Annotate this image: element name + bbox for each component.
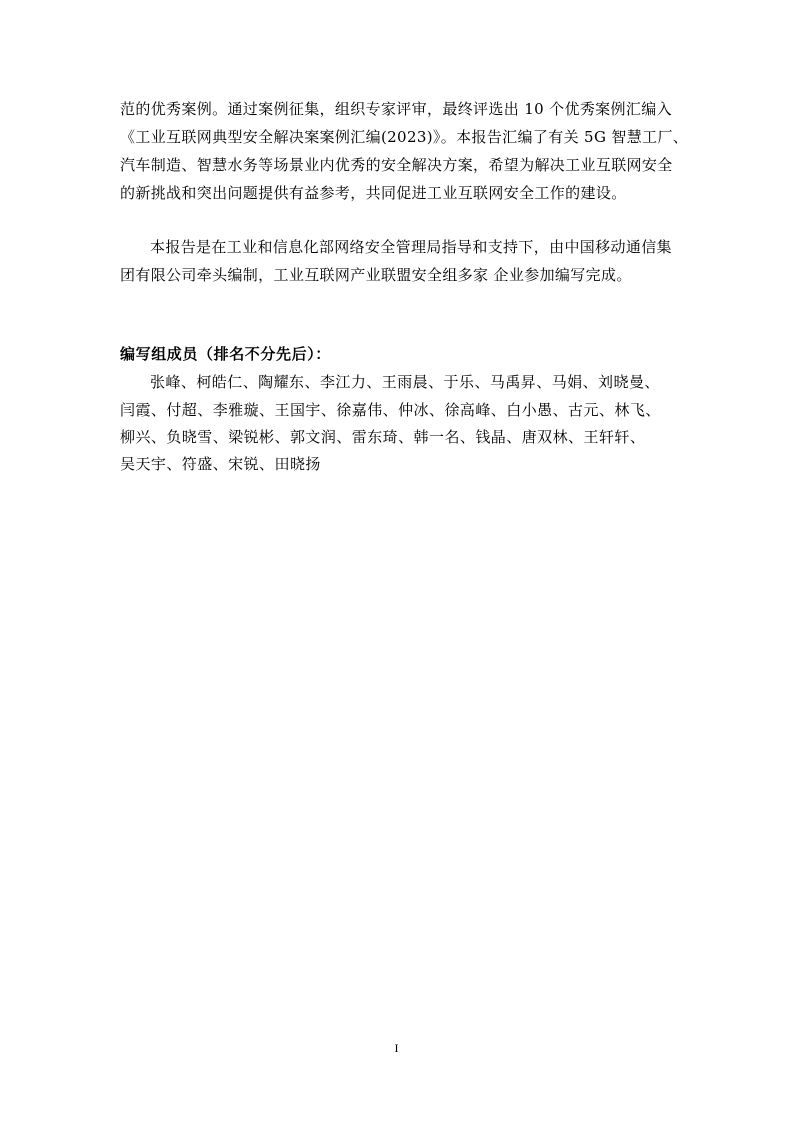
members-line-1: 张峰、柯皓仁、陶耀东、李江力、王雨晨、于乐、马禹昇、马娟、刘晓曼、 — [150, 373, 660, 391]
members-line-2: 闫霞、付超、李雅璇、王国宇、徐嘉伟、仲冰、徐高峰、白小愚、古元、林飞、 — [120, 401, 661, 419]
paragraph-1-line-2: 《工业互联网典型安全解决案案例汇编(2023)》。本报告汇编了有关 5G 智慧工厂、 — [120, 128, 689, 146]
page-number: I — [394, 1041, 399, 1055]
paragraph-1-line-1: 范的优秀案例。通过案例征集，组织专家评审，最终评选出 10 个优秀案例汇编入 — [120, 100, 672, 118]
members-line-3: 柳兴、负晓雪、梁锐彬、郭文润、雷东琦、韩一名、钱晶、唐双林、王轩轩、 — [120, 428, 646, 446]
members-heading: 编写组成员（排名不分先后）： — [120, 345, 331, 363]
paragraph-1-line-3: 汽车制造、智慧水务等场景业内优秀的安全解决方案，希望为解决工业互联网安全 — [120, 156, 673, 174]
paragraph-1-line-4: 的新挑战和突出问题提供有益参考，共同促进工业互联网安全工作的建设。 — [120, 184, 627, 202]
paragraph-2-line-1: 本报告是在工业和信息化部网络安全管理局指导和支持下，由中国移动通信集 — [150, 238, 672, 256]
members-line-4: 吴天宇、符盛、宋锐、田晓扬 — [120, 455, 321, 473]
paragraph-2-line-2: 团有限公司牵头编制，工业互联网产业联盟安全组多家 企业参加编写完成。 — [120, 266, 632, 284]
